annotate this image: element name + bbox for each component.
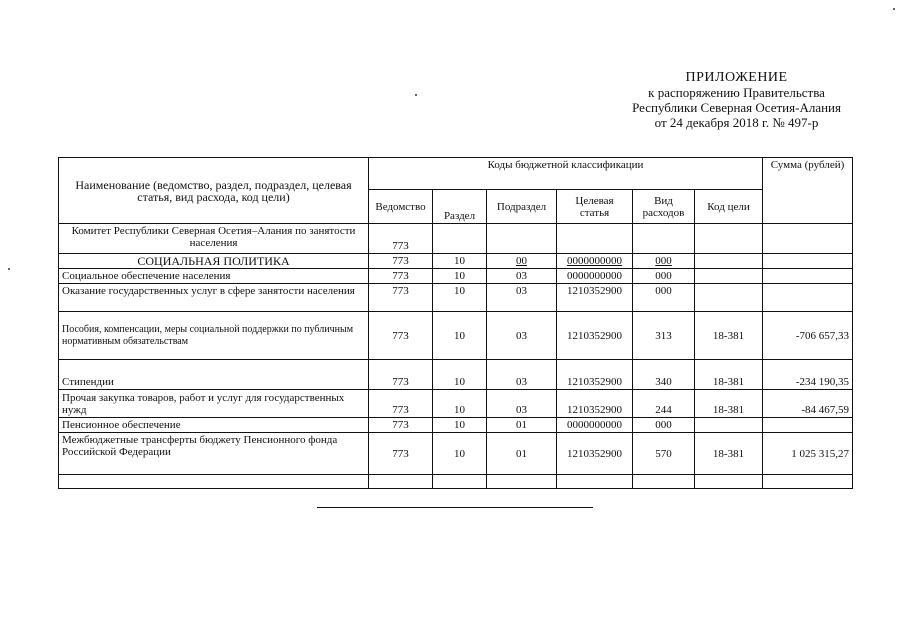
row-goal xyxy=(695,224,763,254)
header-line-1: к распоряжению Правительства xyxy=(648,85,825,100)
row-target: 0000000000 xyxy=(557,254,633,269)
row-dept: 773 xyxy=(369,390,433,418)
row-dept: 773 xyxy=(369,269,433,284)
signature-line xyxy=(317,507,593,508)
row-kind xyxy=(633,475,695,489)
row-name: Комитет Республики Северная Осетия–Алания по занятости населения xyxy=(59,224,369,254)
row-target: 0000000000 xyxy=(557,269,633,284)
row-sum: 1 025 315,27 xyxy=(763,433,853,475)
row-goal xyxy=(695,418,763,433)
row-sum xyxy=(763,269,853,284)
row-section: 10 xyxy=(433,390,487,418)
row-subsection: 03 xyxy=(487,284,557,312)
header-section: Раздел xyxy=(433,190,487,224)
table-row xyxy=(59,254,853,269)
header-line-3: от 24 декабря 2018 г. № 497-р xyxy=(654,115,819,130)
row-section: 10 xyxy=(433,360,487,390)
row-dept: 773 xyxy=(369,418,433,433)
table-row xyxy=(59,418,853,433)
row-dept: 773 xyxy=(369,433,433,475)
scan-speck xyxy=(893,8,895,10)
row-kind: 244 xyxy=(633,390,695,418)
row-goal: 18-381 xyxy=(695,312,763,360)
row-section: 10 xyxy=(433,269,487,284)
row-section: 10 xyxy=(433,312,487,360)
row-name: Социальное обеспечение населения xyxy=(59,269,369,284)
header-subsection: Подраздел xyxy=(487,190,557,224)
header-codes: Коды бюджетной классификации xyxy=(369,158,763,190)
row-dept xyxy=(369,475,433,489)
row-goal xyxy=(695,269,763,284)
row-dept: 773 xyxy=(369,224,433,254)
header-line-2: Республики Северная Осетия-Алания xyxy=(632,100,841,115)
document-header xyxy=(632,70,841,130)
row-goal: 18-381 xyxy=(695,390,763,418)
budget-table xyxy=(58,157,853,489)
row-name xyxy=(59,475,369,489)
row-goal xyxy=(695,284,763,312)
row-name: Оказание государственных услуг в сфере занятости населения xyxy=(59,284,369,312)
header-dept: Ведомство xyxy=(369,190,433,224)
row-kind: 000 xyxy=(633,254,695,269)
row-subsection: 00 xyxy=(487,254,557,269)
row-name: СОЦИАЛЬНАЯ ПОЛИТИКА xyxy=(59,254,369,269)
row-name: Стипендии xyxy=(59,360,369,390)
row-section: 10 xyxy=(433,254,487,269)
row-goal: 18-381 xyxy=(695,360,763,390)
header-name: Наименование (ведомство, раздел, подраздел, целевая статья, вид расхода, код цели) xyxy=(59,158,369,224)
row-sum xyxy=(763,254,853,269)
row-target: 0000000000 xyxy=(557,418,633,433)
row-target xyxy=(557,224,633,254)
row-subsection xyxy=(487,475,557,489)
row-dept: 773 xyxy=(369,312,433,360)
row-sum xyxy=(763,475,853,489)
row-target: 1210352900 xyxy=(557,312,633,360)
row-kind: 570 xyxy=(633,433,695,475)
table-row xyxy=(59,390,853,418)
row-sum xyxy=(763,224,853,254)
row-target xyxy=(557,475,633,489)
row-kind: 000 xyxy=(633,418,695,433)
row-sum: -84 467,59 xyxy=(763,390,853,418)
row-kind: 000 xyxy=(633,284,695,312)
row-section xyxy=(433,475,487,489)
table-row xyxy=(59,224,853,254)
table-row xyxy=(59,284,853,312)
row-goal: 18-381 xyxy=(695,433,763,475)
table-row xyxy=(59,433,853,475)
header-kind: Вид расходов xyxy=(633,190,695,224)
table-row xyxy=(59,360,853,390)
row-subsection: 03 xyxy=(487,269,557,284)
row-subsection: 03 xyxy=(487,312,557,360)
row-kind: 000 xyxy=(633,269,695,284)
row-target: 1210352900 xyxy=(557,390,633,418)
appendix-title: ПРИЛОЖЕНИЕ xyxy=(685,70,788,85)
row-target: 1210352900 xyxy=(557,433,633,475)
row-kind: 313 xyxy=(633,312,695,360)
header-sum: Сумма (рублей) xyxy=(763,158,853,224)
row-name: Прочая закупка товаров, работ и услуг для государственных нужд xyxy=(59,390,369,418)
row-kind xyxy=(633,224,695,254)
scan-speck xyxy=(8,268,10,270)
row-subsection: 01 xyxy=(487,418,557,433)
row-kind: 340 xyxy=(633,360,695,390)
row-section: 10 xyxy=(433,433,487,475)
header-target: Целевая статья xyxy=(557,190,633,224)
row-sum xyxy=(763,284,853,312)
row-goal xyxy=(695,254,763,269)
header-goal: Код цели xyxy=(695,190,763,224)
row-name: Пособия, компенсации, меры социальной поддержки по публичным нормативным обязательствам xyxy=(59,312,369,360)
row-subsection: 03 xyxy=(487,360,557,390)
row-subsection: 03 xyxy=(487,390,557,418)
table-row xyxy=(59,312,853,360)
scan-speck xyxy=(415,94,417,96)
row-section: 10 xyxy=(433,418,487,433)
row-section xyxy=(433,224,487,254)
row-subsection xyxy=(487,224,557,254)
row-goal xyxy=(695,475,763,489)
row-sum: -234 190,35 xyxy=(763,360,853,390)
row-dept: 773 xyxy=(369,254,433,269)
row-sum: -706 657,33 xyxy=(763,312,853,360)
table-row-empty xyxy=(59,475,853,489)
table-row xyxy=(59,269,853,284)
row-target: 1210352900 xyxy=(557,284,633,312)
row-name: Межбюджетные трансферты бюджету Пенсионного фонда Российской Федерации xyxy=(59,433,369,475)
row-name: Пенсионное обеспечение xyxy=(59,418,369,433)
row-dept: 773 xyxy=(369,284,433,312)
row-sum xyxy=(763,418,853,433)
row-subsection: 01 xyxy=(487,433,557,475)
row-target: 1210352900 xyxy=(557,360,633,390)
row-dept: 773 xyxy=(369,360,433,390)
row-section: 10 xyxy=(433,284,487,312)
